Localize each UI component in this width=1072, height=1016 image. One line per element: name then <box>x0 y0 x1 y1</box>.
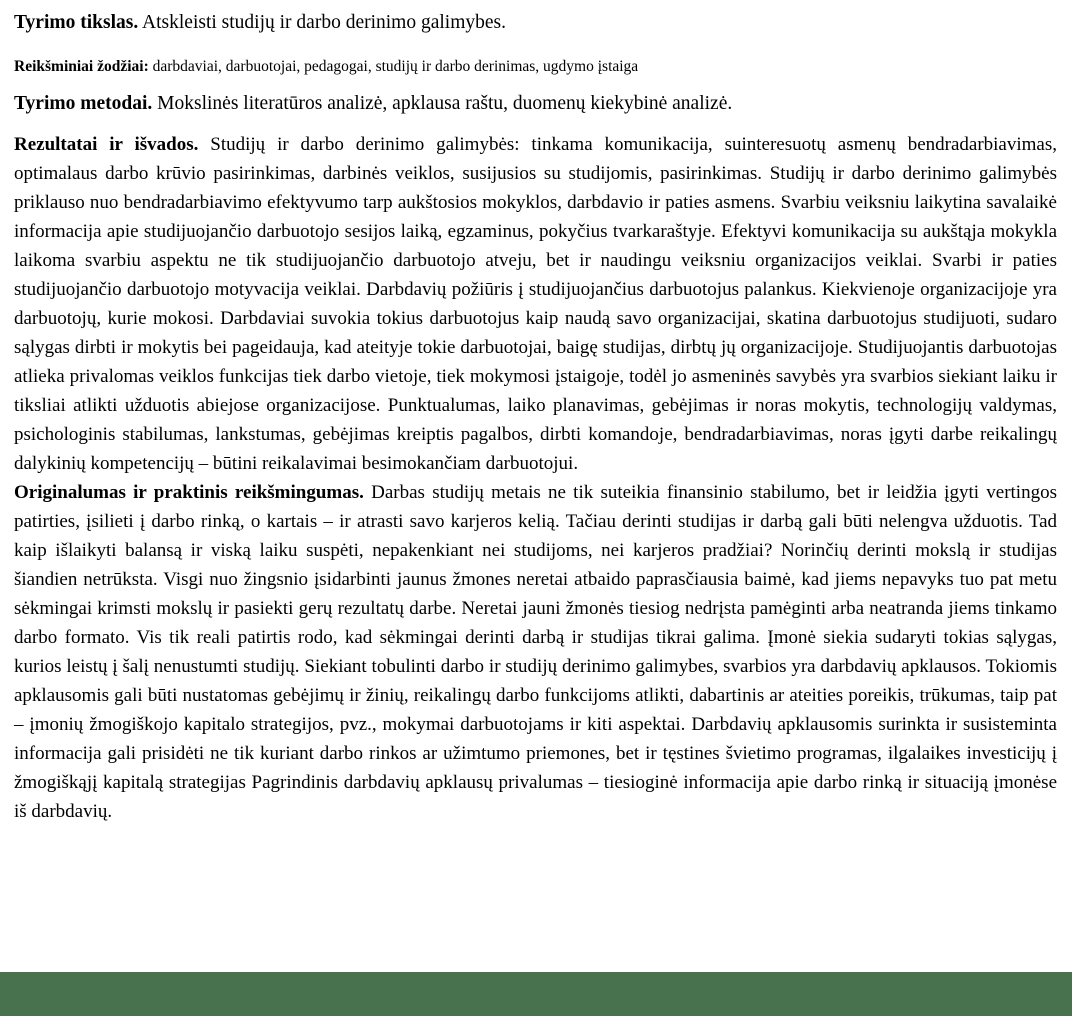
originality-significance-label: Originalumas ir praktinis reikšmingumas. <box>14 482 364 503</box>
research-methods-paragraph <box>14 91 1057 117</box>
research-methods-label: Tyrimo metodai. <box>14 93 153 114</box>
results-conclusions-text: Studijų ir darbo derinimo galimybės: tinkama komunikacija, suinteresuotų asmenų bendradarbiavimas, optimalaus darbo krūvio pasirinkimas, darbinės veiklos, susijusios su studijomis, pasirinkimas. Studijų ir darbo derinimo galimybės priklauso nuo bendradarbiavimo efektyvumo tarp aukštosios mokyklos, darbdavio ir paties asmens. Svarbiu veiksniu laikytina savalaikė informacija apie studijuojančio darbuotojo sesijos laiką, egzaminus, pokyčius tvarkaraštyje. Efektyvi komunikacija su aukštąja mokykla laikoma svarbiu aspektu ne tik studijuojančio darbuotojo atveju, bet ir naudingu veiksniu organizacijos veiklai. Svarbi ir paties studijuojančio darbuotojo motyvacija veiklai. Darbdavių požiūris į studijuojančius darbuotojus palankus. Kiekvienoje organizacijoje yra darbuotojų, kurie mokosi. Darbdaviai suvokia tokius darbuotojus kaip naudą savo organizacijai, skatina darbuotojus studijuoti, sudaro sąlygas dirbti ir mokytis bei pageidauja, kad ateityje tokie darbuotojai, baigę studijas, dirbtų jų organizacijoje. Studijuojantis darbuotojas atlieka privalomas veiklos funkcijas tiek darbo vietoje, tiek mokymosi įstaigoje, todėl jo asmeninės savybės yra svarbios siekiant laiku ir tiksliai atlikti užduotis abiejose organizacijose. Punktualumas, laiko planavimas, gebėjimas ir noras mokytis, technologijų valdymas, psichologinis stabilumas, lankstumas, gebėjimas kreiptis pagalbos, dirbti komandoje, bendradarbiavimas, noras įgyti darbe reikalingų dalykinių kompetencijų – būtini reikalavimai besimokančiam darbuotojui. <box>14 134 1057 474</box>
results-conclusions-paragraph <box>14 130 1057 478</box>
research-aim-label: Tyrimo tikslas. <box>14 12 139 33</box>
research-methods-text: Mokslinės literatūros analizė, apklausa raštu, duomenų kiekybinė analizė. <box>157 93 733 114</box>
research-aim-text: Atskleisti studijų ir darbo derinimo galimybes. <box>142 12 507 33</box>
keywords-label: Reikšminiai žodžiai: <box>14 58 149 75</box>
abstract-document <box>14 10 1057 826</box>
originality-significance-text: Darbas studijų metais ne tik suteikia finansinio stabilumo, bet ir leidžia įgyti vertingos patirties, įsilieti į darbo rinką, o kartais – ir atrasti savo karjeros kelią. Tačiau derinti studijas ir darbą gali būti nelengva užduotis. Tad kaip išlaikyti balansą ir viską laiku suspėti, nepakenkiant nei studijoms, nei karjeros pradžiai? Norinčių derinti mokslą ir studijas šiandien netrūksta. Visgi nuo žingsnio įsidarbinti jaunus žmones neretai atbaido paprasčiausia baimė, kad jiems nepavyks tuo pat metu sėkmingai krimsti mokslų ir pasiekti gerų rezultatų darbe. Neretai jauni žmonės tiesiog nedrįsta pamėginti arba neatranda jiems tinkamo darbo formato. Vis tik reali patirtis rodo, kad sėkmingai derinti darbą ir studijas tikrai galima. Įmonė siekia sudaryti tokias sąlygas, kurios leistų į šalį nenustumti studijų. Siekiant tobulinti darbo ir studijų derinimo galimybes, svarbios yra darbdavių apklausos. Tokiomis apklausomis gali būti nustatomas gebėjimų ir žinių, reikalingų darbo funkcijoms atlikti, dabartinis ar ateities poreikis, trūkumas, taip pat – įmonių žmogiškojo kapitalo strategijos, pvz., mokymai darbuotojams ir kiti aspektai. Darbdavių apklausomis surinkta ir susisteminta informacija gali prisidėti ne tik kuriant darbo rinkos ar užimtumo priemones, bet ir tęstines švietimo programas, ilgalaikes investicijų į žmogiškąjį kapitalą strategijas Pagrindinis darbdavių apklausų privalumas – tiesioginė informacija apie darbo rinką ir situaciją įmonėse iš darbdavių. <box>14 482 1057 822</box>
keywords-text: darbdaviai, darbuotojai, pedagogai, studijų ir darbo derinimas, ugdymo įstaiga <box>152 58 639 75</box>
keywords-paragraph <box>14 56 1057 77</box>
originality-significance-paragraph <box>14 478 1057 826</box>
footer-color-bar <box>0 972 1072 1016</box>
results-conclusions-label: Rezultatai ir išvados. <box>14 134 199 155</box>
research-aim-paragraph <box>14 10 1057 36</box>
